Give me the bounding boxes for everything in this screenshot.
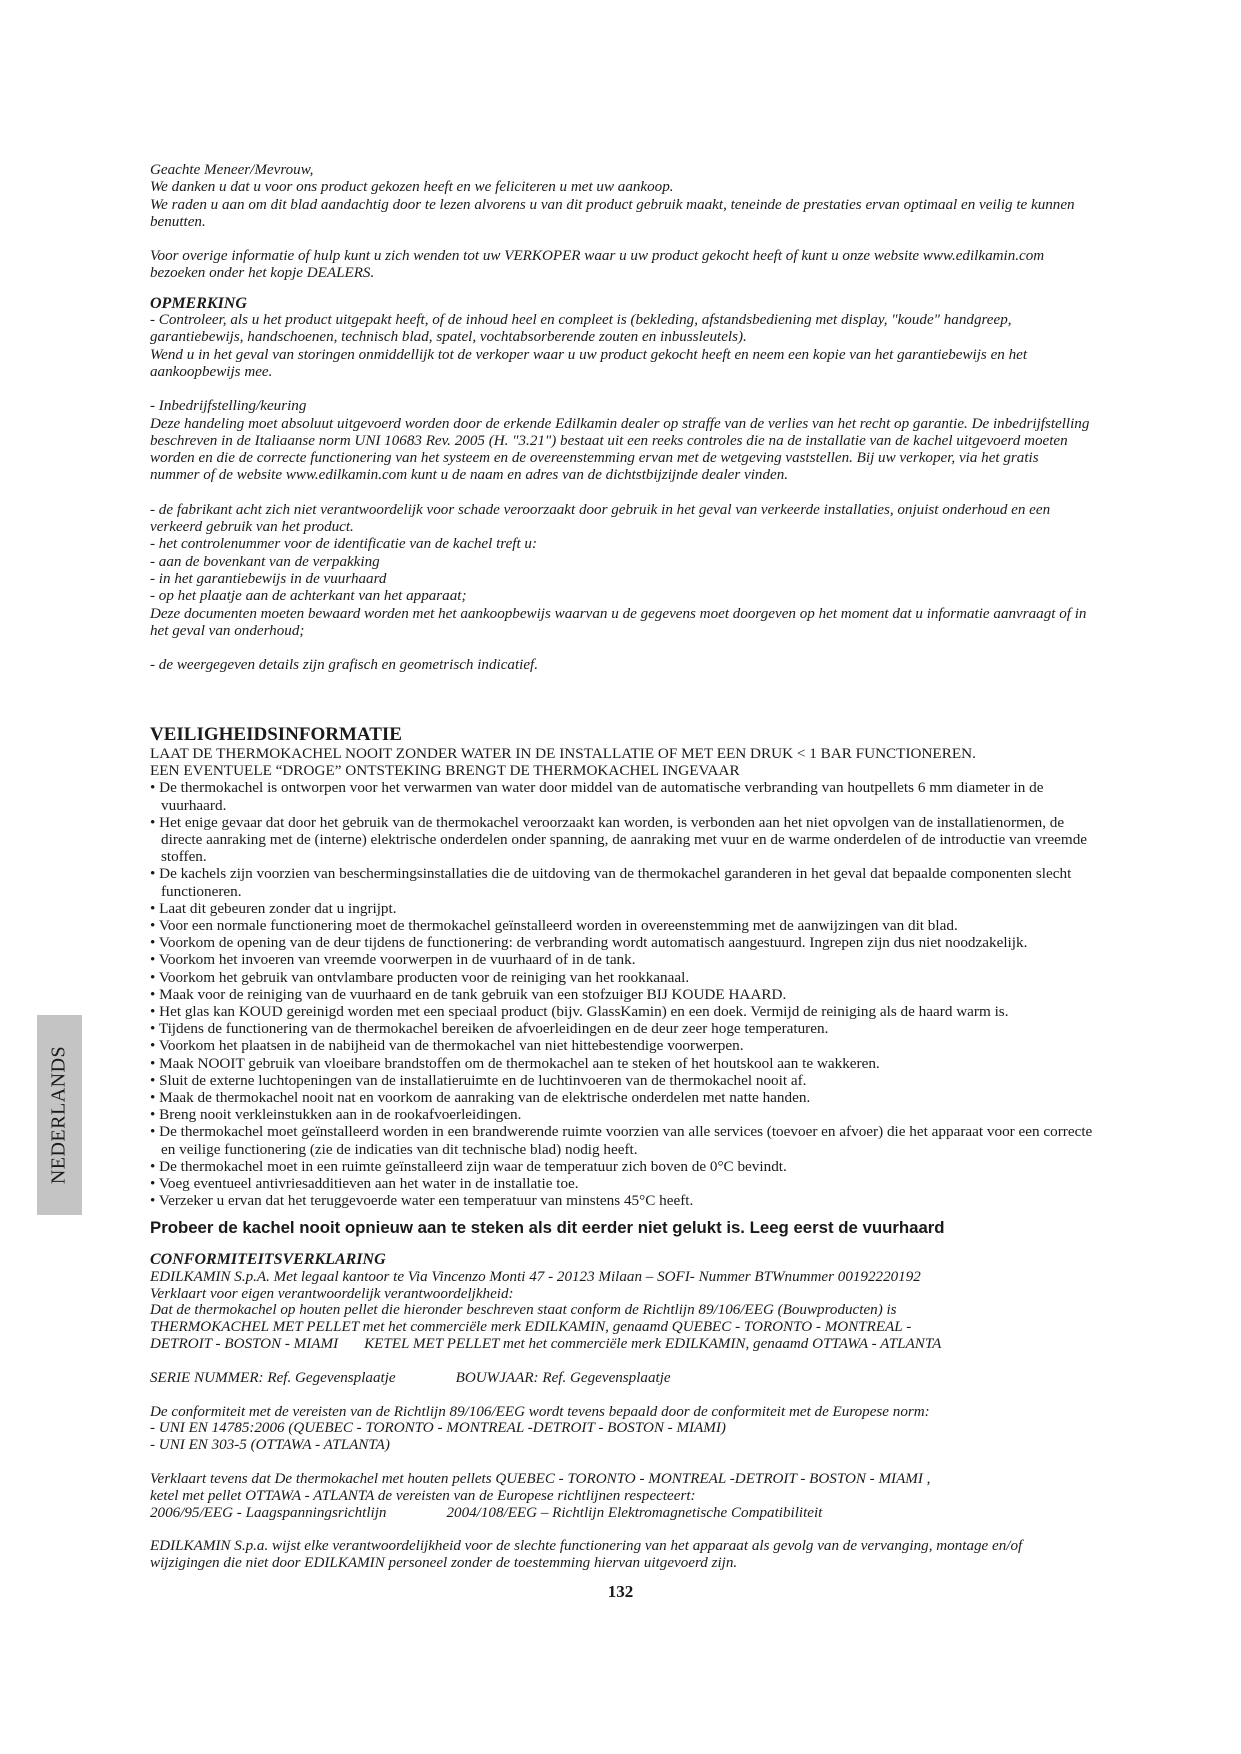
also-declares: ketel met pellet OTTAWA - ATLANTA de vereisten van de Europese richtlijnen respecteert: — [150, 1487, 696, 1504]
safety-bullet: • Breng nooit verkleinstukken aan in de rookafvoerleidingen. — [150, 1106, 522, 1124]
safety-bullet: • De thermokachel is ontworpen voor het verwarmen van water door middel van de automatische verbranding van houtpellets 6 mm diameter in de vuurhaard. — [150, 779, 1044, 814]
liability-line: - de fabrikant acht zich niet verantwoordelijk voor schade veroorzaakt door gebruik in het geval van verkeerde installaties, onjuist onderhoud en een verkeerd gebruik van het product. — [150, 501, 1051, 536]
disclaimer: EDILKAMIN S.p.a. wijst elke verantwoordelijkheid voor de slechte functionering van het apparaat als gevolg van de vervanging, montage en/of wijzigingen die niet door EDILKAMIN personeel zonder de toestemming hiervan uitgevoerd zijn. — [150, 1538, 1023, 1572]
language-tab — [37, 1015, 82, 1215]
norm-item: - UNI EN 14785:2006 (QUEBEC - TORONTO - MONTREAL -DETROIT - BOSTON - MIAMI) — [150, 1420, 726, 1437]
safety-bullet: • De thermokachel moet geïnstalleerd worden in een brandwerende ruimte voorzien van alle services (toevoer en afvoer) die het apparaat voor een correcte en veilige functionering (zie de indicaties van dit technische blad) nodig heeft. — [150, 1123, 1093, 1158]
safety-bullet: • Voor een normale functionering moet de thermokachel geïnstalleerd worden in overeenstemming met de aanwijzingen van dit blad. — [150, 917, 958, 935]
commissioning-title: - Inbedrijfstelling/keuring — [150, 398, 307, 415]
safety-bullet: • De thermokachel moet in een ruimte geïnstalleerd zijn waar de temperatuur zich boven de 0°C bevindt. — [150, 1157, 787, 1175]
introduction-section — [150, 162, 1090, 674]
directives-line — [150, 1505, 1095, 1522]
serial-year-line — [150, 1370, 1095, 1387]
advice-text: We raden u aan om dit blad aandachtig door te lezen alvorens u van dit product gebruik maakt, teneinde de prestaties ervan optimaal en veilig te kunnen benutten. — [150, 196, 1075, 230]
restart-warning: Probeer de kachel nooit opnieuw aan te steken als dit eerder niet gelukt is. Leeg eerst de vuurhaard — [150, 1218, 945, 1237]
liability-line: - het controlenummer voor de identificatie van de kachel treft u: — [150, 536, 538, 553]
language-label: NEDERLANDS — [47, 1045, 70, 1185]
serial-number: SERIE NUMMER: Ref. Gegevensplaatje — [150, 1369, 396, 1386]
safety-bullet: • Maak NOOIT gebruik van vloeibare brandstoffen om de thermokachel aan te steken of het houtskool aan te wakkeren. — [150, 1054, 880, 1072]
also-declares: Verklaart tevens dat De thermokachel met houten pellets QUEBEC - TORONTO - MONTREAL -DETROIT - BOSTON - MIAMI , — [150, 1470, 931, 1487]
safety-bullet: • Sluit de externe luchtopeningen van de installatieruimte en de luchtinvoeren van de thermokachel nooit af. — [150, 1071, 807, 1089]
liability-line: - op het plaatje aan de achterkant van het apparaat; — [150, 588, 467, 605]
liability-line: Deze documenten moeten bewaard worden met het aankoopbewijs waarvan u de gegevens moet doorgeven op het moment dat u informatie aanvraagt of in het geval van onderhoud; — [150, 605, 1087, 639]
remark-title: OPMERKING — [150, 294, 247, 312]
safety-bullet: • Het enige gevaar dat door het gebruik van de thermokachel veroorzaakt kan worden, is verbonden aan het niet opvolgen van de installatienormen, de directe aanraking met de (interne) elektrische onderdelen onder spanning, de aanraking met vuur en de warme onderdelen of de introductie van vreemde stoffen. — [150, 813, 1088, 866]
norm-intro: De conformiteit met de vereisten van de Richtlijn 89/106/EEG wordt tevens bepaald door de conformiteit met de Europese norm: — [150, 1403, 930, 1420]
models-stoves: DETROIT - BOSTON - MIAMI — [150, 1335, 339, 1352]
models-boilers: KETEL MET PELLET met het commerciële merk EDILKAMIN, genaamd OTTAWA - ATLANTA — [364, 1335, 942, 1352]
safety-bullet: • Verzeker u ervan dat het teruggevoerde water een temperatuur van minstens 45°C heeft. — [150, 1192, 694, 1210]
safety-bullet: • Voeg eventueel antivriesadditieven aan het water in de installatie toe. — [150, 1175, 579, 1193]
conformity-company: EDILKAMIN S.p.A. Met legaal kantoor te Via Vincenzo Monti 47 - 20123 Milaan – SOFI- Nummer BTWnummer 00192220192 — [150, 1268, 921, 1285]
low-voltage-directive: 2006/95/EEG - Laagspanningsrichtlijn — [150, 1504, 387, 1521]
indicative-note: - de weergegeven details zijn grafisch en geometrisch indicatief. — [150, 657, 539, 674]
safety-bullet: • Laat dit gebeuren zonder dat u ingrijpt. — [150, 899, 397, 917]
liability-line: - aan de bovenkant van de verpakking — [150, 553, 380, 570]
safety-bullet: • Tijdens de functionering van de thermokachel bereiken de afvoerleidingen en de deur zeer hoge temperaturen. — [150, 1020, 829, 1038]
thanks-text: We danken u dat u voor ons product gekozen heeft en we feliciteren u met uw aankoop. — [150, 179, 674, 196]
build-year: BOUWJAAR: Ref. Gegevensplaatje — [455, 1369, 671, 1386]
safety-title: VEILIGHEIDSINFORMATIE — [150, 724, 402, 745]
safety-bullet: • Maak de thermokachel nooit nat en voorkom de aanraking van de elektrische onderdelen met natte handen. — [150, 1089, 811, 1107]
remark-check-text: - Controleer, als u het product uitgepakt heeft, of de inhoud heel en compleet is (bekleding, afstandsbediening met display, "koude" handgreep, garantiebewijs, handschoenen, technisch blad, spatel, vochtabsorberende zouten en inbussleutels). — [150, 312, 1012, 346]
safety-bullet: • Voorkom de opening van de deur tijdens de functionering: de verbranding wordt automatisch aangestuurd. Ingrepen zijn dus niet noodzakelijk. — [150, 934, 1028, 952]
greeting: Geachte Meneer/Mevrouw, — [150, 162, 314, 178]
conformity-section — [150, 1252, 1095, 1572]
safety-bullet: • Voorkom het invoeren van vreemde voorwerpen in de vuurhaard of in de tank. — [150, 951, 636, 969]
conformity-declares: Verklaart voor eigen verantwoordelijk verantwoordeljkheid: — [150, 1285, 514, 1302]
conformity-models-line — [150, 1336, 1095, 1353]
liability-line: - in het garantiebewijs in de vuurhaard — [150, 570, 387, 587]
safety-bullet: • De kachels zijn voorzien van beschermingsinstallaties die de uitdoving van de thermokachel garanderen in het geval dat bepaalde componenten slecht functioneren. — [150, 865, 1072, 900]
remark-contact-text: Wend u in het geval van storingen onmiddellijk tot de verkoper waar u uw product gekocht heeft en neem een kopie van het garantiebewijs en het aankoopbewijs mee. — [150, 346, 1028, 380]
help-text: Voor overige informatie of hulp kunt u zich wenden tot uw VERKOPER waar u uw product gekocht heeft of kunt u onze website www.edilkamin.com bezoeken onder het kopje DEALERS. — [150, 248, 1045, 282]
norm-item: - UNI EN 303-5 (OTTAWA - ATLANTA) — [150, 1437, 390, 1454]
commissioning-text: Deze handeling moet absoluut uitgevoerd worden door de erkende Edilkamin dealer op straffe van de verlies van het recht op garantie. De inbedrijfstelling beschreven in de Italiaanse norm UNI 10683 Rev. 2005 (H. "3.21") bestaat uit een reeks controles die na de installatie van de kachel uitgevoerd moeten worden en die de correcte functionering van het systeem en de overeenstemming ervan met de wetgeving vaststellen. Bij uw verkoper, via het gratis nummer of de website www.edilkamin.com kunt u de naam en adres van de dichtstbijzijnde dealer vinden. — [150, 415, 1090, 484]
conformity-title: CONFORMITEITSVERKLARING — [150, 1251, 386, 1268]
conformity-directive: Dat de thermokachel op houten pellet die hieronder beschreven staat conform de Richtlijn 89/106/EEG (Bouwproducten) is — [150, 1302, 897, 1319]
safety-warning: EEN EVENTUELE “DROGE” ONTSTEKING BRENGT DE THERMOKACHEL INGEVAAR — [150, 762, 740, 780]
safety-bullet: • Maak voor de reiniging van de vuurhaard en de tank gebruik van een stofzuiger BIJ KOUDE HAARD. — [150, 985, 787, 1003]
safety-bullet: • Het glas kan KOUD gereinigd worden met een speciaal product (bijv. GlassKamin) en een doek. Vermijd de reiniging als de haard warm is. — [150, 1003, 1009, 1021]
safety-section — [150, 725, 1095, 1209]
safety-bullet: • Voorkom het gebruik van ontvlambare producten voor de reiniging van het rookkanaal. — [150, 968, 690, 986]
page-number: 132 — [607, 1582, 634, 1601]
safety-warning: LAAT DE THERMOKACHEL NOOIT ZONDER WATER IN DE INSTALLATIE OF MET EEN DRUK < 1 BAR FUNCTIONEREN. — [150, 745, 976, 762]
emc-directive: 2004/108/EEG – Richtlijn Elektromagnetische Compatibiliteit — [446, 1504, 823, 1521]
conformity-models-line: THERMOKACHEL MET PELLET met het commerciële merk EDILKAMIN, genaamd QUEBEC - TORONTO - MONTREAL - — [150, 1319, 912, 1336]
safety-bullet: • Voorkom het plaatsen in de nabijheid van de thermokachel van niet hittebestendige voorwerpen. — [150, 1037, 744, 1055]
